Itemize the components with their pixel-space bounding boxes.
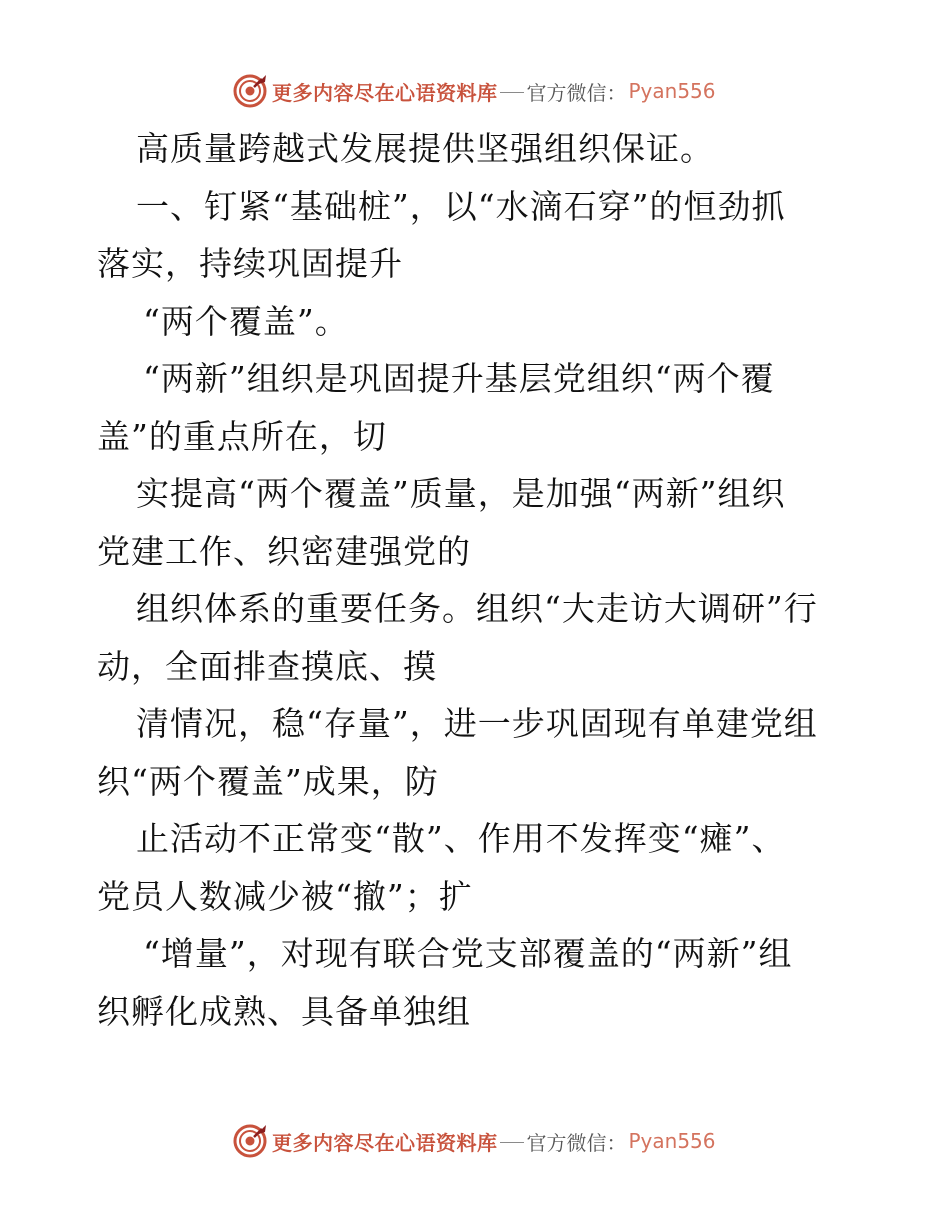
watermark-title: 更多内容尽在心语资料库 [272, 1130, 498, 1155]
watermark-wechat-label: 官方微信： [526, 80, 627, 105]
text-line: 止活动不正常变“散”、作用不发挥变“瘫”、 [136, 819, 786, 858]
text-line: “增量”，对现有联合党支部覆盖的“两新”组 [143, 934, 793, 973]
watermark-title: 更多内容尽在心语资料库 [272, 80, 498, 105]
watermark-wechat-label: 官方微信： [526, 1130, 627, 1155]
text-line: 落实，持续巩固提升 [97, 244, 403, 283]
text-line: 一、钉紧“基础桩”，以“水滴石穿”的恒劲抓 [136, 187, 786, 226]
brand-logo-icon [232, 1123, 268, 1159]
watermark-dash [500, 92, 524, 93]
watermark-wechat-id: Pyan556 [628, 1129, 716, 1153]
brand-logo-icon [232, 73, 268, 109]
text-line: 盖”的重点所在，切 [97, 417, 387, 456]
text-line: 织孵化成熟、具备单独组 [97, 992, 471, 1031]
text-line: 组织体系的重要任务。组织“大走访大调研”行 [136, 589, 818, 628]
text-line: 党员人数减少被“撤”；扩 [97, 877, 473, 916]
watermark-dash [500, 1142, 524, 1143]
text-line: 高质量跨越式发展提供坚强组织保证。 [136, 129, 714, 168]
header-watermark [232, 71, 716, 111]
text-line: 实提高“两个覆盖”质量，是加强“两新”组织 [136, 474, 786, 513]
text-line: “两个覆盖”。 [143, 302, 349, 341]
text-line: 织“两个覆盖”成果，防 [97, 762, 439, 801]
text-line: 党建工作、织密建强党的 [97, 532, 471, 571]
watermark-wechat-id: Pyan556 [628, 79, 716, 103]
text-line: 动，全面排查摸底、摸 [97, 647, 437, 686]
footer-watermark [232, 1121, 716, 1161]
text-line: 清情况，稳“存量”，进一步巩固现有单建党组 [136, 704, 818, 743]
text-line: “两新”组织是巩固提升基层党组织“两个覆 [143, 359, 775, 398]
